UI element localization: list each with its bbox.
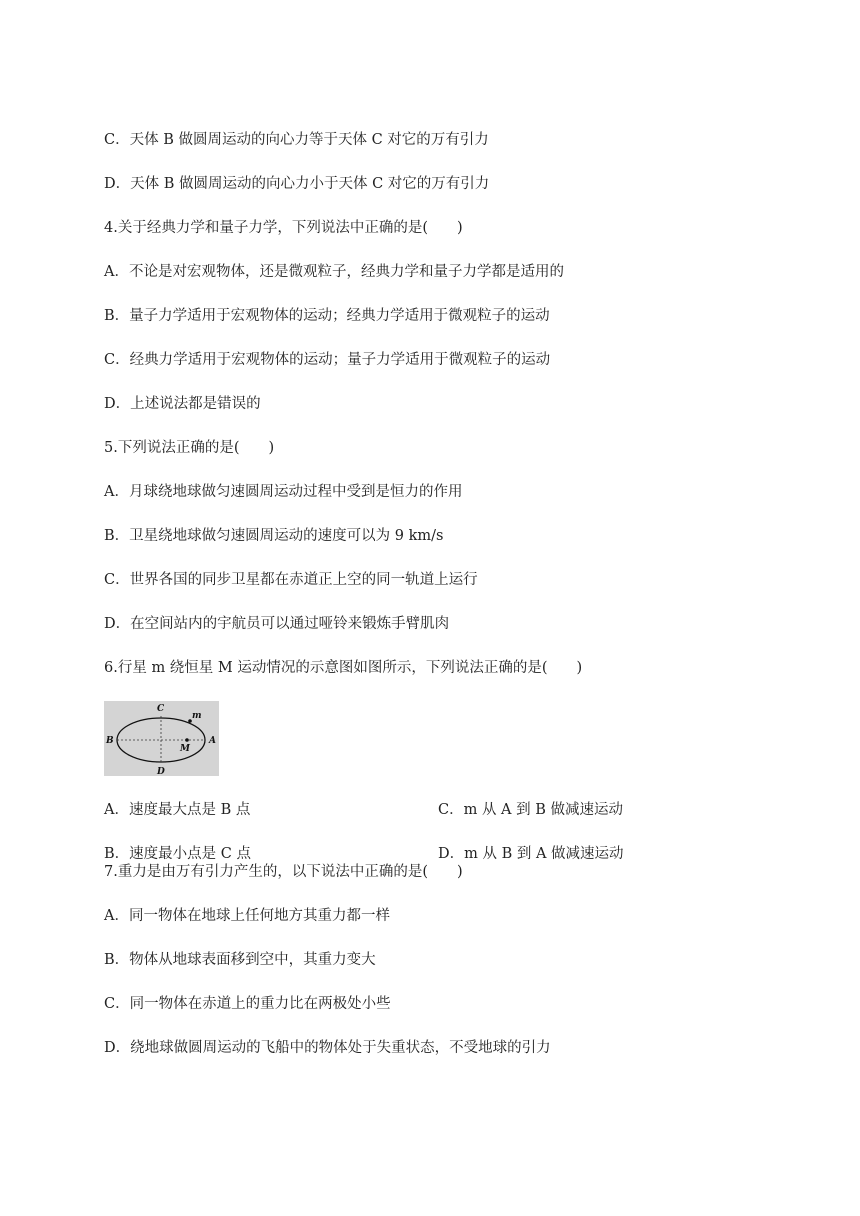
q4-option-d: D．上述说法都是错误的 (104, 396, 261, 412)
label-planet: m (192, 711, 202, 721)
q5-option-b: B．卫星绕地球做匀速圆周运动的速度可以为 9 km/s (104, 528, 444, 544)
q6-option-c: C．m 从 A 到 B 做减速运动 (438, 802, 624, 818)
q7-option-d: D．绕地球做圆周运动的飞船中的物体处于失重状态，不受地球的引力 (104, 1040, 551, 1056)
q7-option-c: C．同一物体在赤道上的重力比在两极处小些 (104, 996, 391, 1012)
q7-option-b: B．物体从地球表面移到空中，其重力变大 (104, 952, 376, 968)
q3-option-d: D．天体 B 做圆周运动的向心力小于天体 C 对它的万有引力 (104, 176, 490, 192)
q5-option-c: C．世界各国的同步卫星都在赤道正上空的同一轨道上运行 (104, 572, 478, 588)
label-b: B (106, 736, 114, 746)
q4-option-a: A．不论是对宏观物体，还是微观粒子，经典力学和量子力学都是适用的 (104, 264, 564, 280)
q5-option-a: A．月球绕地球做匀速圆周运动过程中受到是恒力的作用 (104, 484, 463, 500)
orbit-diagram (104, 701, 219, 776)
q7-stem: 7.重力是由万有引力产生的，以下说法中正确的是( ) (104, 864, 463, 880)
q3-option-c: C．天体 B 做圆周运动的向心力等于天体 C 对它的万有引力 (104, 132, 489, 148)
label-d: D (157, 767, 165, 776)
q4-option-b: B．量子力学适用于宏观物体的运动；经典力学适用于微观粒子的运动 (104, 308, 550, 324)
q6-option-a: A．速度最大点是 B 点 (104, 802, 251, 818)
q5-stem: 5.下列说法正确的是( ) (104, 440, 275, 456)
q5-option-d: D．在空间站内的宇航员可以通过哑铃来锻炼手臂肌肉 (104, 616, 450, 632)
q7-option-a: A．同一物体在地球上任何地方其重力都一样 (104, 908, 390, 924)
q4-option-c: C．经典力学适用于宏观物体的运动；量子力学适用于微观粒子的运动 (104, 352, 551, 368)
q4-stem: 4.关于经典力学和量子力学，下列说法中正确的是( ) (104, 220, 463, 236)
q6-option-d: D．m 从 B 到 A 做减速运动 (438, 846, 624, 862)
star-dot (185, 738, 189, 742)
orbit-svg (104, 701, 219, 776)
label-star: M (180, 744, 190, 754)
q6-option-b: B．速度最小点是 C 点 (104, 846, 251, 862)
label-a: A (209, 736, 216, 746)
label-c: C (157, 704, 165, 714)
q6-stem: 6.行星 m 绕恒星 M 运动情况的示意图如图所示，下列说法正确的是( ) (104, 660, 583, 676)
